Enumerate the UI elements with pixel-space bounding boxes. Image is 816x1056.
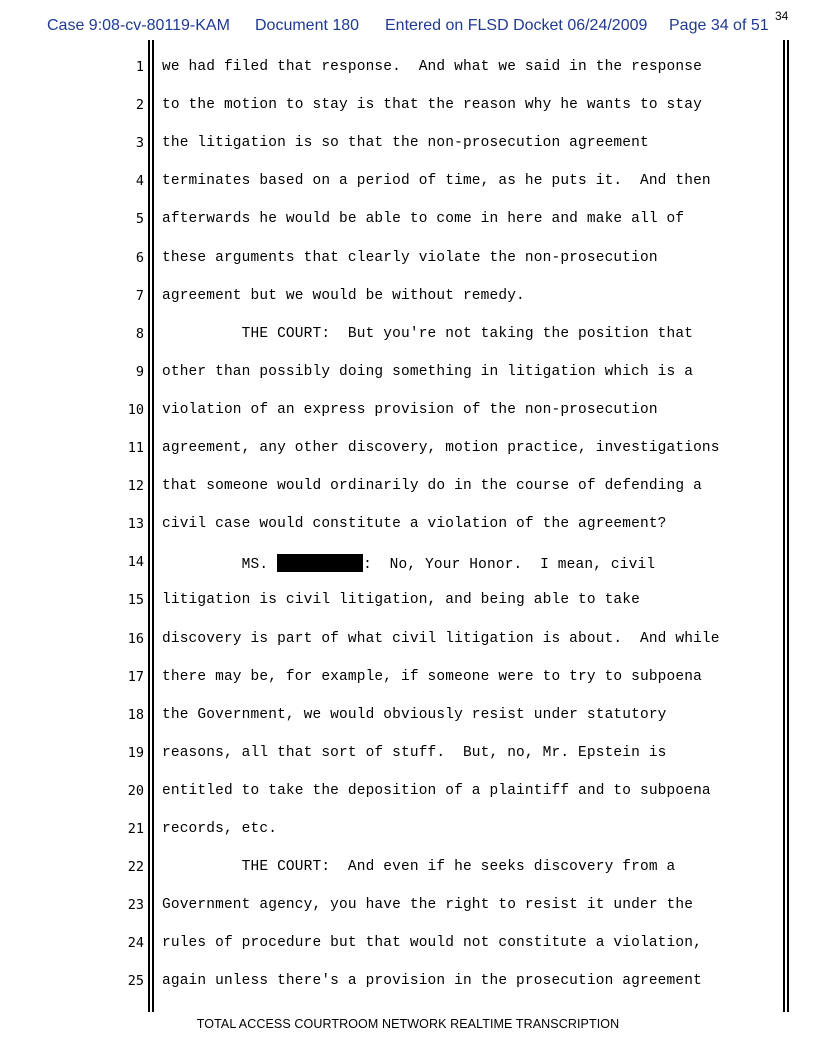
line-text-segment: we had filed that response. And what we said in the response xyxy=(162,59,702,75)
line-number: 11 xyxy=(127,440,144,456)
transcript-line xyxy=(0,621,816,659)
transcript-line xyxy=(0,392,816,430)
line-number: 17 xyxy=(127,668,144,685)
line-text-segment: civil case would constitute a violation of the agreement? xyxy=(162,516,667,533)
line-text-segment: MS. xyxy=(162,557,278,574)
transcript-line xyxy=(0,468,816,506)
line-text-segment: afterwards he would be able to come in here and make all of xyxy=(162,211,685,228)
line-text-segment: the Government, we would obviously resist under statutory xyxy=(162,706,667,723)
line-text xyxy=(162,211,684,227)
line-text xyxy=(162,135,649,151)
transcript-line xyxy=(0,49,816,87)
transcript-line xyxy=(0,544,816,582)
line-text xyxy=(162,859,675,875)
line-text xyxy=(162,440,720,456)
line-text-segment: there may be, for example, if someone were to try to subpoena xyxy=(162,668,702,685)
transcript-line xyxy=(0,963,816,1001)
transcript-line xyxy=(0,582,816,620)
transcript-line xyxy=(0,87,816,125)
line-text xyxy=(162,935,702,951)
line-text-segment: again unless there's a provision in the prosecution agreement xyxy=(162,973,702,990)
line-number: 8 xyxy=(135,325,144,342)
line-number: 22 xyxy=(127,859,144,876)
transcript-line xyxy=(0,201,816,239)
line-text xyxy=(162,592,640,608)
line-number: 20 xyxy=(127,782,144,799)
line-text-segment: reasons, all that sort of stuff. But, no, Mr. Epstein is xyxy=(162,744,667,761)
line-text-segment: other than possibly doing something in litigation which is a xyxy=(162,363,694,380)
line-number: 1 xyxy=(135,59,144,75)
line-text xyxy=(162,173,711,189)
line-text-segment: THE COURT: And even if he seeks discovery from a xyxy=(162,859,676,876)
line-text-segment: rules of procedure but that would not constitute a violation, xyxy=(162,935,702,952)
transcript-line xyxy=(0,125,816,163)
line-number: 5 xyxy=(135,211,144,228)
transcript-line xyxy=(0,849,816,887)
redaction-block xyxy=(277,554,363,572)
line-number: 16 xyxy=(127,630,144,647)
line-text-segment: violation of an express provision of the non-prosecution xyxy=(162,401,658,418)
line-text xyxy=(162,478,702,494)
line-text-segment: entitled to take the deposition of a plaintiff and to subpoena xyxy=(162,782,711,799)
line-text-segment: agreement but we would be without remedy. xyxy=(162,287,525,304)
line-text xyxy=(162,669,702,685)
line-text xyxy=(162,364,693,380)
line-text xyxy=(162,97,702,113)
line-number: 3 xyxy=(135,135,144,152)
line-text-segment: : No, Your Honor. I mean, civil xyxy=(363,557,656,574)
transcript-page-number: 34 xyxy=(775,9,789,23)
line-text xyxy=(162,631,720,647)
line-number: 23 xyxy=(127,897,144,914)
line-number: 18 xyxy=(127,706,144,723)
transcript-line xyxy=(0,773,816,811)
line-text xyxy=(162,59,702,75)
line-text xyxy=(162,402,658,418)
line-text xyxy=(162,897,693,913)
transcript-line xyxy=(0,240,816,278)
line-text-segment: litigation is civil litigation, and being able to take xyxy=(162,592,640,609)
docket-header xyxy=(0,17,816,41)
line-number: 4 xyxy=(135,173,144,190)
line-text-segment: agreement, any other discovery, motion practice, investigations xyxy=(162,440,720,456)
line-text-segment: records, etc. xyxy=(162,821,278,837)
line-number: 12 xyxy=(127,478,144,495)
line-text xyxy=(162,973,702,989)
footer-text: TOTAL ACCESS COURTROOM NETWORK REALTIME TRANSCRIPTION xyxy=(196,1017,620,1031)
line-text xyxy=(162,707,667,723)
line-text-segment: that someone would ordinarily do in the course of defending a xyxy=(162,478,702,495)
line-text-segment: discovery is part of what civil litigation is about. And while xyxy=(162,630,720,647)
line-text xyxy=(162,516,667,532)
case-number: Case 9:08-cv-80119-KAM xyxy=(47,17,230,34)
transcript-line xyxy=(0,506,816,544)
line-text xyxy=(162,821,277,837)
line-text-segment: these arguments that clearly violate the non-prosecution xyxy=(162,249,658,266)
line-number: 7 xyxy=(135,287,144,304)
transcript-line xyxy=(0,430,816,468)
docket-entry-date: Entered on FLSD Docket 06/24/2009 xyxy=(385,17,648,34)
line-text-segment: THE COURT: But you're not taking the position that xyxy=(162,325,694,342)
transcript-line xyxy=(0,697,816,735)
transcript-line xyxy=(0,354,816,392)
line-number: 13 xyxy=(127,516,144,533)
line-text xyxy=(162,745,667,761)
line-number: 24 xyxy=(127,935,144,952)
transcript-line xyxy=(0,163,816,201)
line-text xyxy=(162,783,711,799)
line-text xyxy=(162,250,658,266)
line-number: 14 xyxy=(127,554,144,571)
line-number: 21 xyxy=(127,821,144,837)
document-number: Document 180 xyxy=(255,17,360,34)
line-number: 2 xyxy=(135,97,144,114)
line-number: 25 xyxy=(127,973,144,990)
line-text xyxy=(162,326,693,342)
transcript-line xyxy=(0,887,816,925)
transcript-line xyxy=(0,316,816,354)
line-number: 6 xyxy=(135,249,144,266)
page-indicator: Page 34 of 51 xyxy=(669,17,769,34)
transcript-line xyxy=(0,735,816,773)
line-text-segment: to the motion to stay is that the reason why he wants to stay xyxy=(162,97,702,114)
transcript-line xyxy=(0,925,816,963)
line-number: 15 xyxy=(127,592,144,609)
line-number: 9 xyxy=(135,363,144,380)
line-text xyxy=(162,288,525,304)
line-text-segment: terminates based on a period of time, as he puts it. And then xyxy=(162,173,711,190)
transcript-line xyxy=(0,278,816,316)
line-text-segment: the litigation is so that the non-prosecution agreement xyxy=(162,135,649,152)
line-number: 19 xyxy=(127,744,144,761)
transcript-line xyxy=(0,811,816,849)
transcript-line xyxy=(0,659,816,697)
line-text-segment: Government agency, you have the right to resist it under the xyxy=(162,897,694,914)
line-number: 10 xyxy=(127,401,144,418)
line-text xyxy=(162,554,655,573)
